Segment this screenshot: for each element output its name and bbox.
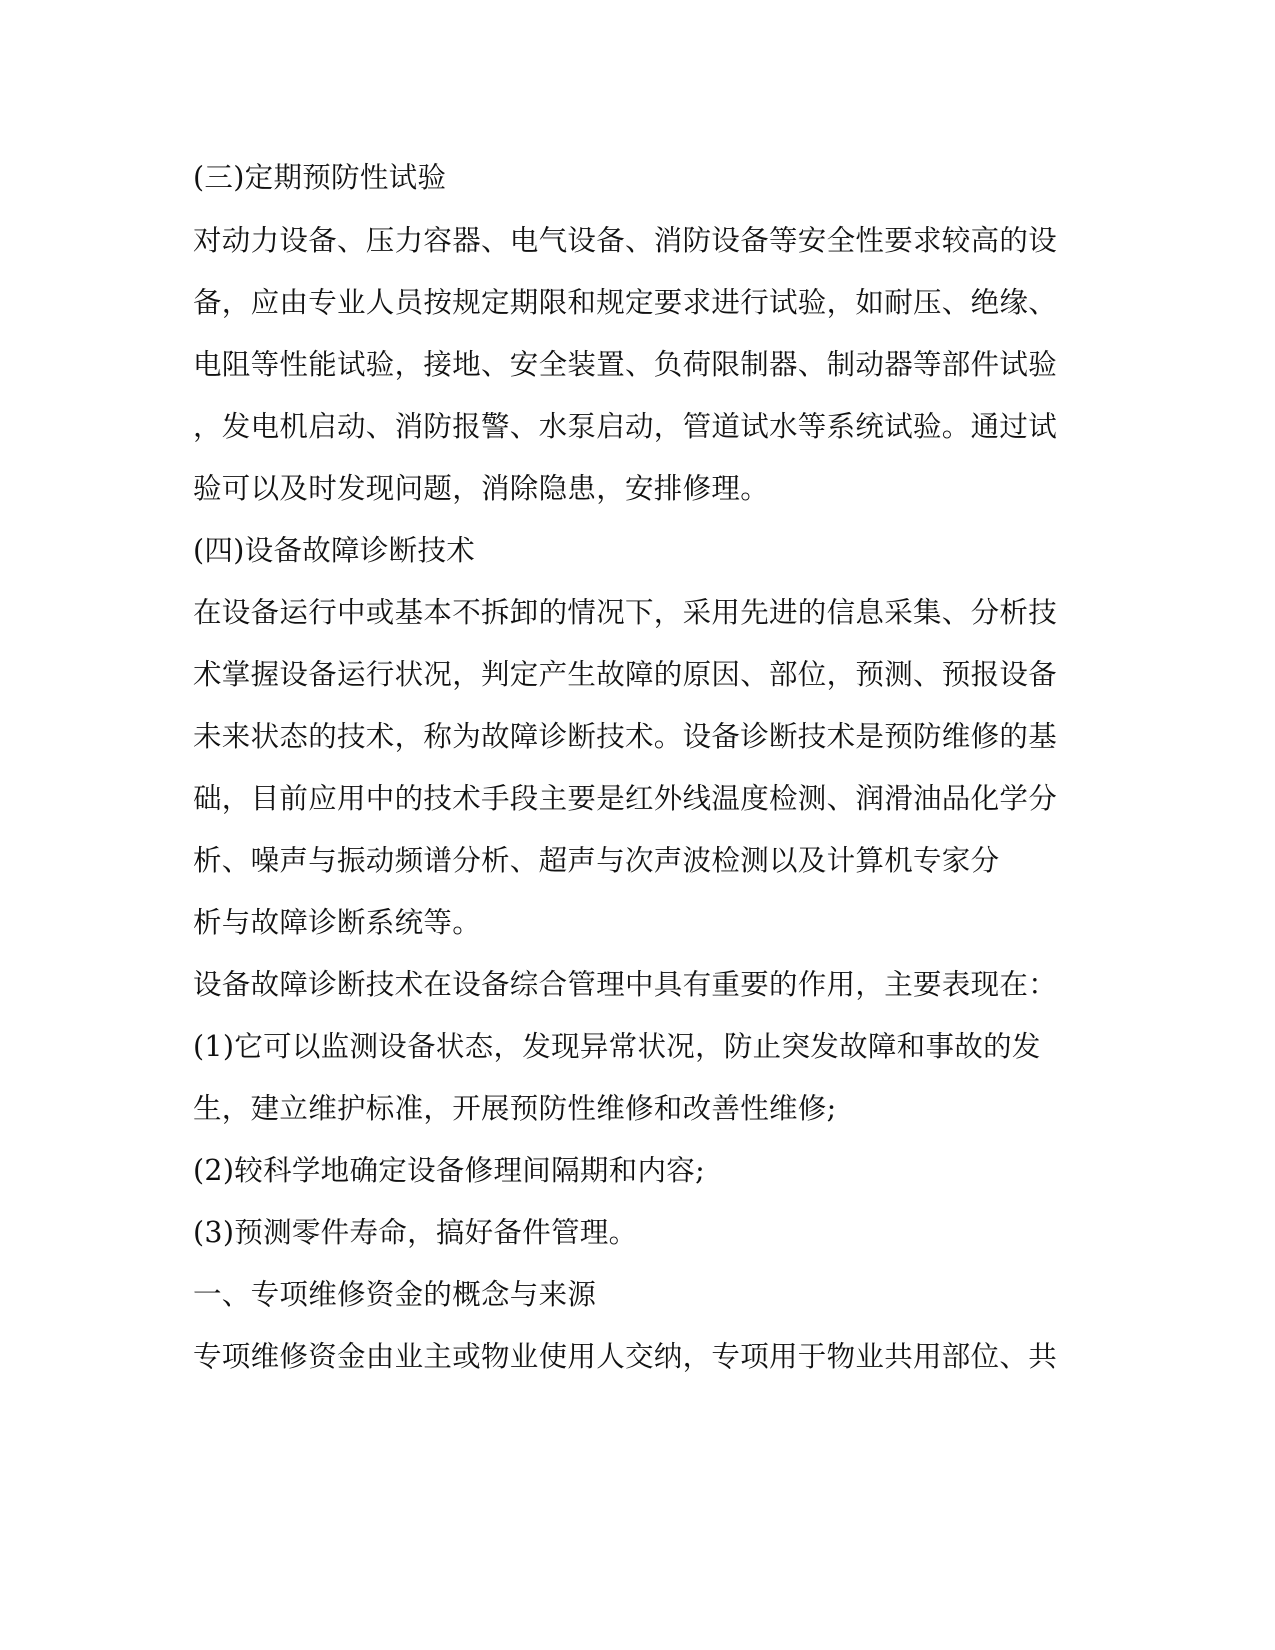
list-item-1-continued: 生，建立维护标准，开展预防性维修和改善性维修; [193,1092,837,1125]
paragraph-line: 析、噪声与振动频谱分析、超声与次声波检测以及计算机专家分 [193,844,1000,877]
section-heading-periodic-preventive-test: (三)定期预防性试验 [193,161,447,194]
section-heading-maintenance-fund: 一、专项维修资金的概念与来源 [193,1278,597,1311]
section-heading-fault-diagnosis: (四)设备故障诊断技术 [193,534,476,567]
paragraph-line: 对动力设备、压力容器、电气设备、消防设备等安全性要求较高的设 [193,224,1058,257]
paragraph-line: 专项维修资金由业主或物业使用人交纳，专项用于物业共用部位、共 [193,1340,1058,1373]
paragraph-line: 设备故障诊断技术在设备综合管理中具有重要的作用，主要表现在： [193,968,1058,1001]
list-item-3: (3)预测零件寿命，搞好备件管理。 [193,1216,638,1249]
paragraph-line: 未来状态的技术，称为故障诊断技术。设备诊断技术是预防维修的基 [193,720,1058,753]
paragraph-line: 电阻等性能试验，接地、安全装置、负荷限制器、制动器等部件试验 [193,348,1058,381]
paragraph-line: 备，应由专业人员按规定期限和规定要求进行试验，如耐压、绝缘、 [193,286,1058,319]
paragraph-line: ，发电机启动、消防报警、水泵启动，管道试水等系统试验。通过试 [193,410,1058,443]
list-item-1: (1)它可以监测设备状态，发现异常状况，防止突发故障和事故的发 [193,1030,1041,1063]
paragraph-line: 在设备运行中或基本不拆卸的情况下，采用先进的信息采集、分析技 [193,596,1058,629]
list-item-2: (2)较科学地确定设备修理间隔期和内容; [193,1154,705,1187]
paragraph-line: 础，目前应用中的技术手段主要是红外线温度检测、润滑油品化学分 [193,782,1058,815]
paragraph-line: 术掌握设备运行状况，判定产生故障的原因、部位，预测、预报设备 [193,658,1058,691]
paragraph-line: 验可以及时发现问题，消除隐患，安排修理。 [193,472,770,505]
paragraph-line: 析与故障诊断系统等。 [193,906,482,939]
